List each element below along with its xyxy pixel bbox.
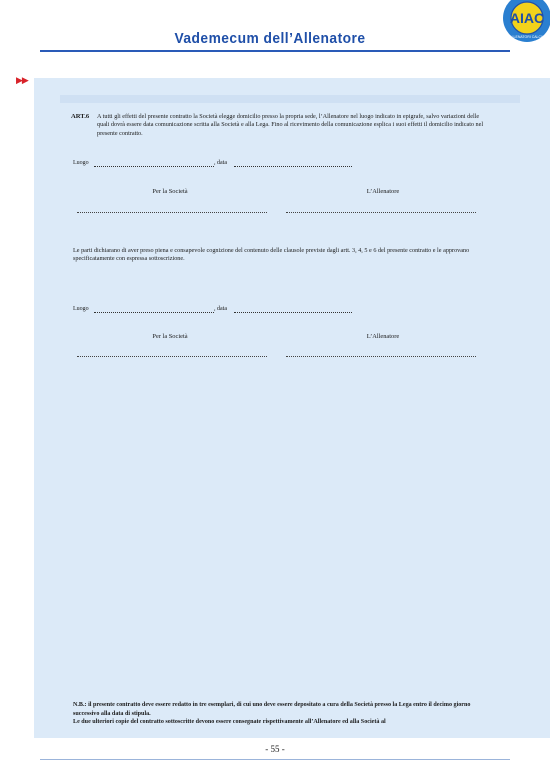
sig-label-societa: Per la Società [152,188,188,195]
data-field[interactable] [234,166,352,167]
data-label: , data [214,160,227,166]
luogo-label-2: Luogo [73,306,89,312]
declaration-paragraph: Le parti dichiarano di aver preso piena e consapevole cognizione del contenuto delle clausole previste dagli artt. 3, 4, 5 e 6 del presente contratto e le approvano specificatamente con espressa sottoscrizione. [73,247,470,263]
data-label-2: , data [214,306,227,312]
signature-line-allenatore-2[interactable] [286,356,476,357]
aiac-logo [497,0,550,42]
content-panel [34,78,550,738]
article-label: ART.6 [71,113,90,120]
logo-text: AIAC [509,10,545,26]
sig-label-societa-2: Per la Società [152,333,188,340]
faded-watermark-band [60,95,520,103]
signature-line-societa[interactable] [77,212,267,213]
sig-label-allenatore-2: L’Allenatore [366,333,400,340]
article-body: A tutti gli effetti del presente contratto la Società elegge domicilio presso la propria sede, l’Allenatore nel luogo indicato in epigrafe, salvo variazioni delle quali dovrà essere data comunicazione scritta alla Società e alla Lega. Fino al ricevimento della comunicazione esplica i suoi effetti il domicilio indicato nel presente contratto. [97,113,484,137]
luogo-field-2[interactable] [94,312,214,313]
sig-label-allenatore: L’Allenatore [366,188,400,195]
footer-divider [40,759,510,760]
header-divider [40,50,510,52]
luogo-field[interactable] [94,166,214,167]
page-header-title: Vademecum dell’Allenatore [174,30,366,47]
signature-line-allenatore[interactable] [286,212,476,213]
signature-line-societa-2[interactable] [77,356,267,357]
nb-note-line1: N.B.: il presente contratto deve essere redatto in tre esemplari, di cui uno deve essere depositato a cura della Società presso la Lega entro il decimo giorno successivo alla data di stipula. [73,702,471,717]
logo-ring-text: ALLENATORI CALCIO [509,35,545,39]
page-number: - 55 - [265,744,285,754]
nb-note [73,701,493,727]
nb-note-line2: Le due ulteriori copie del contratto sottoscritte devono essere consegnate rispettivamente all’Allenatore ed alla Società al [73,719,386,725]
luogo-label: Luogo [73,160,89,166]
bookmark-arrows-icon: ▶▶ [16,75,28,85]
data-field-2[interactable] [234,312,352,313]
